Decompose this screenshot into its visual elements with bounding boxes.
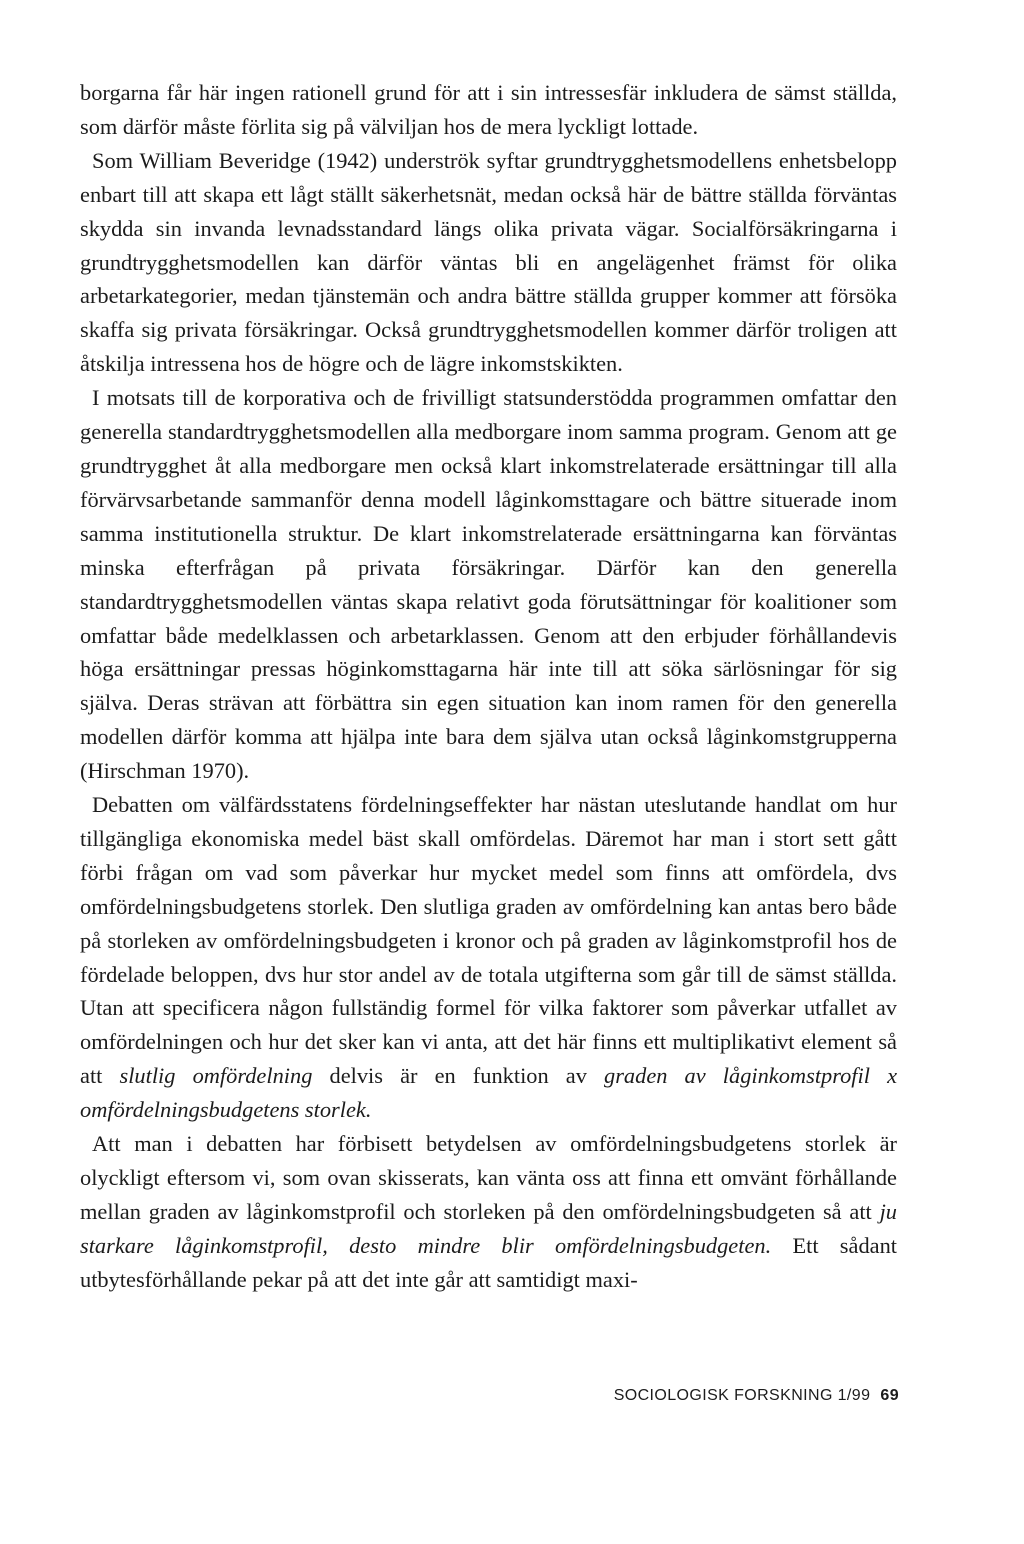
- paragraph-4-text-mid: delvis är en funktion av: [312, 1063, 605, 1089]
- paragraph-1: [80, 76, 897, 144]
- paragraph-4-emphasis-1: slutlig omfördelning: [119, 1063, 313, 1089]
- article-body: [80, 76, 897, 1297]
- paragraph-4: [80, 788, 897, 1127]
- paragraph-1-text: borgarna får här ingen rationell grund för att i sin intressesfär inkludera de sämst ställda, som därför måste förlita sig på välviljan hos de mera lyckligt lottade.: [80, 80, 897, 139]
- page-footer: [614, 1387, 899, 1405]
- paragraph-5: [80, 1127, 897, 1297]
- paragraph-5-text-end: Ett sådant utbytesförhållande pekar på att det inte går att samtidigt maxi-: [80, 1232, 897, 1292]
- paragraph-2-text: Som William Beveridge (1942) underströk syftar grundtrygghetsmodellens enhetsbelopp enbart till att skapa ett lågt ställt säkerhetsnät, medan också här de bättre ställda förväntas skydda sin invanda levnadsstandard längs olika privata vägar. Socialförsäkringarna i grundtrygghetsmodellen kan därför väntas bli en angelägenhet främst för olika arbetarkategorier, medan tjänstemän och andra bättre ställda grupper kommer att försöka skaffa sig privata försäkringar. Också grundtrygghetsmodellen kommer därför troligen att åtskilja intressena hos de högre och de lägre inkomstskikten.: [80, 147, 897, 377]
- paragraph-5-text: Att man i debatten har förbisett betydelsen av omfördelningsbudgetens storlek är olyckligt eftersom vi, som ovan skisserats, kan vänta oss att finna ett omvänt förhållande mellan graden av låginkomstprofil och storleken på den omfördelningsbudgeten så att: [80, 1131, 897, 1224]
- paragraph-3: [80, 381, 897, 788]
- paragraph-4-emphasis-2: graden av låginkomstprofil x omfördelningsbudgetens storlek.: [80, 1063, 898, 1123]
- page-number: 69: [880, 1387, 899, 1404]
- paragraph-3-text: I motsats till de korporativa och de frivilligt statsunderstödda programmen omfattar den generella standardtrygghetsmodellen alla medborgare inom samma program. Genom att ge grundtrygghet åt alla medborgare men också klart inkomstrelaterade ersättningar till alla förvärvsarbetande sammanför denna modell låginkomsttagare och bättre situerade inom samma institutionella struktur. De klart inkomstrelaterade ersättningarna kan förväntas minska efterfrågan på privata försäkringar. Därför kan den generella standardtrygghetsmodellen väntas skapa relativt goda förutsättningar för koalitioner som omfattar både medelklassen och arbetarklassen. Genom att den erbjuder förhållandevis höga ersättningar pressas höginkomsttagarna här inte till att söka särlösningar för sig själva. Deras strävan att förbättra sin egen situation kan inom ramen för den generella modellen därför komma att hjälpa inte bara dem själva utan också låginkomstgrupperna (Hirschman 1970).: [80, 385, 897, 784]
- paragraph-2: [80, 144, 897, 381]
- paragraph-4-text: Debatten om välfärdsstatens fördelningseffekter har nästan uteslutande handlat om hur tillgängliga ekonomiska medel bäst skall omfördelas. Däremot har man i stort sett gått förbi frågan om vad som påverkar hur mycket medel som finns att omfördela, dvs omfördelningsbudgetens storlek. Den slutliga graden av omfördelning kan antas bero både på storleken av omfördelningsbudgeten i kronor och på graden av låginkomstprofil hos de fördelade beloppen, dvs hur stor andel av de totala utgifterna som går till de sämst ställda. Utan att specificera någon fullständig formel för vilka faktorer som påverkar utfallet av omfördelningen och hur det sker kan vi anta, att det här finns ett multiplikativt element så att: [80, 792, 897, 1089]
- journal-name: SOCIOLOGISK FORSKNING 1/99: [613, 1387, 871, 1404]
- paragraph-5-emphasis-1: ju starkare låginkomstprofil, desto mindre blir omfördelningsbudgeten.: [80, 1198, 897, 1258]
